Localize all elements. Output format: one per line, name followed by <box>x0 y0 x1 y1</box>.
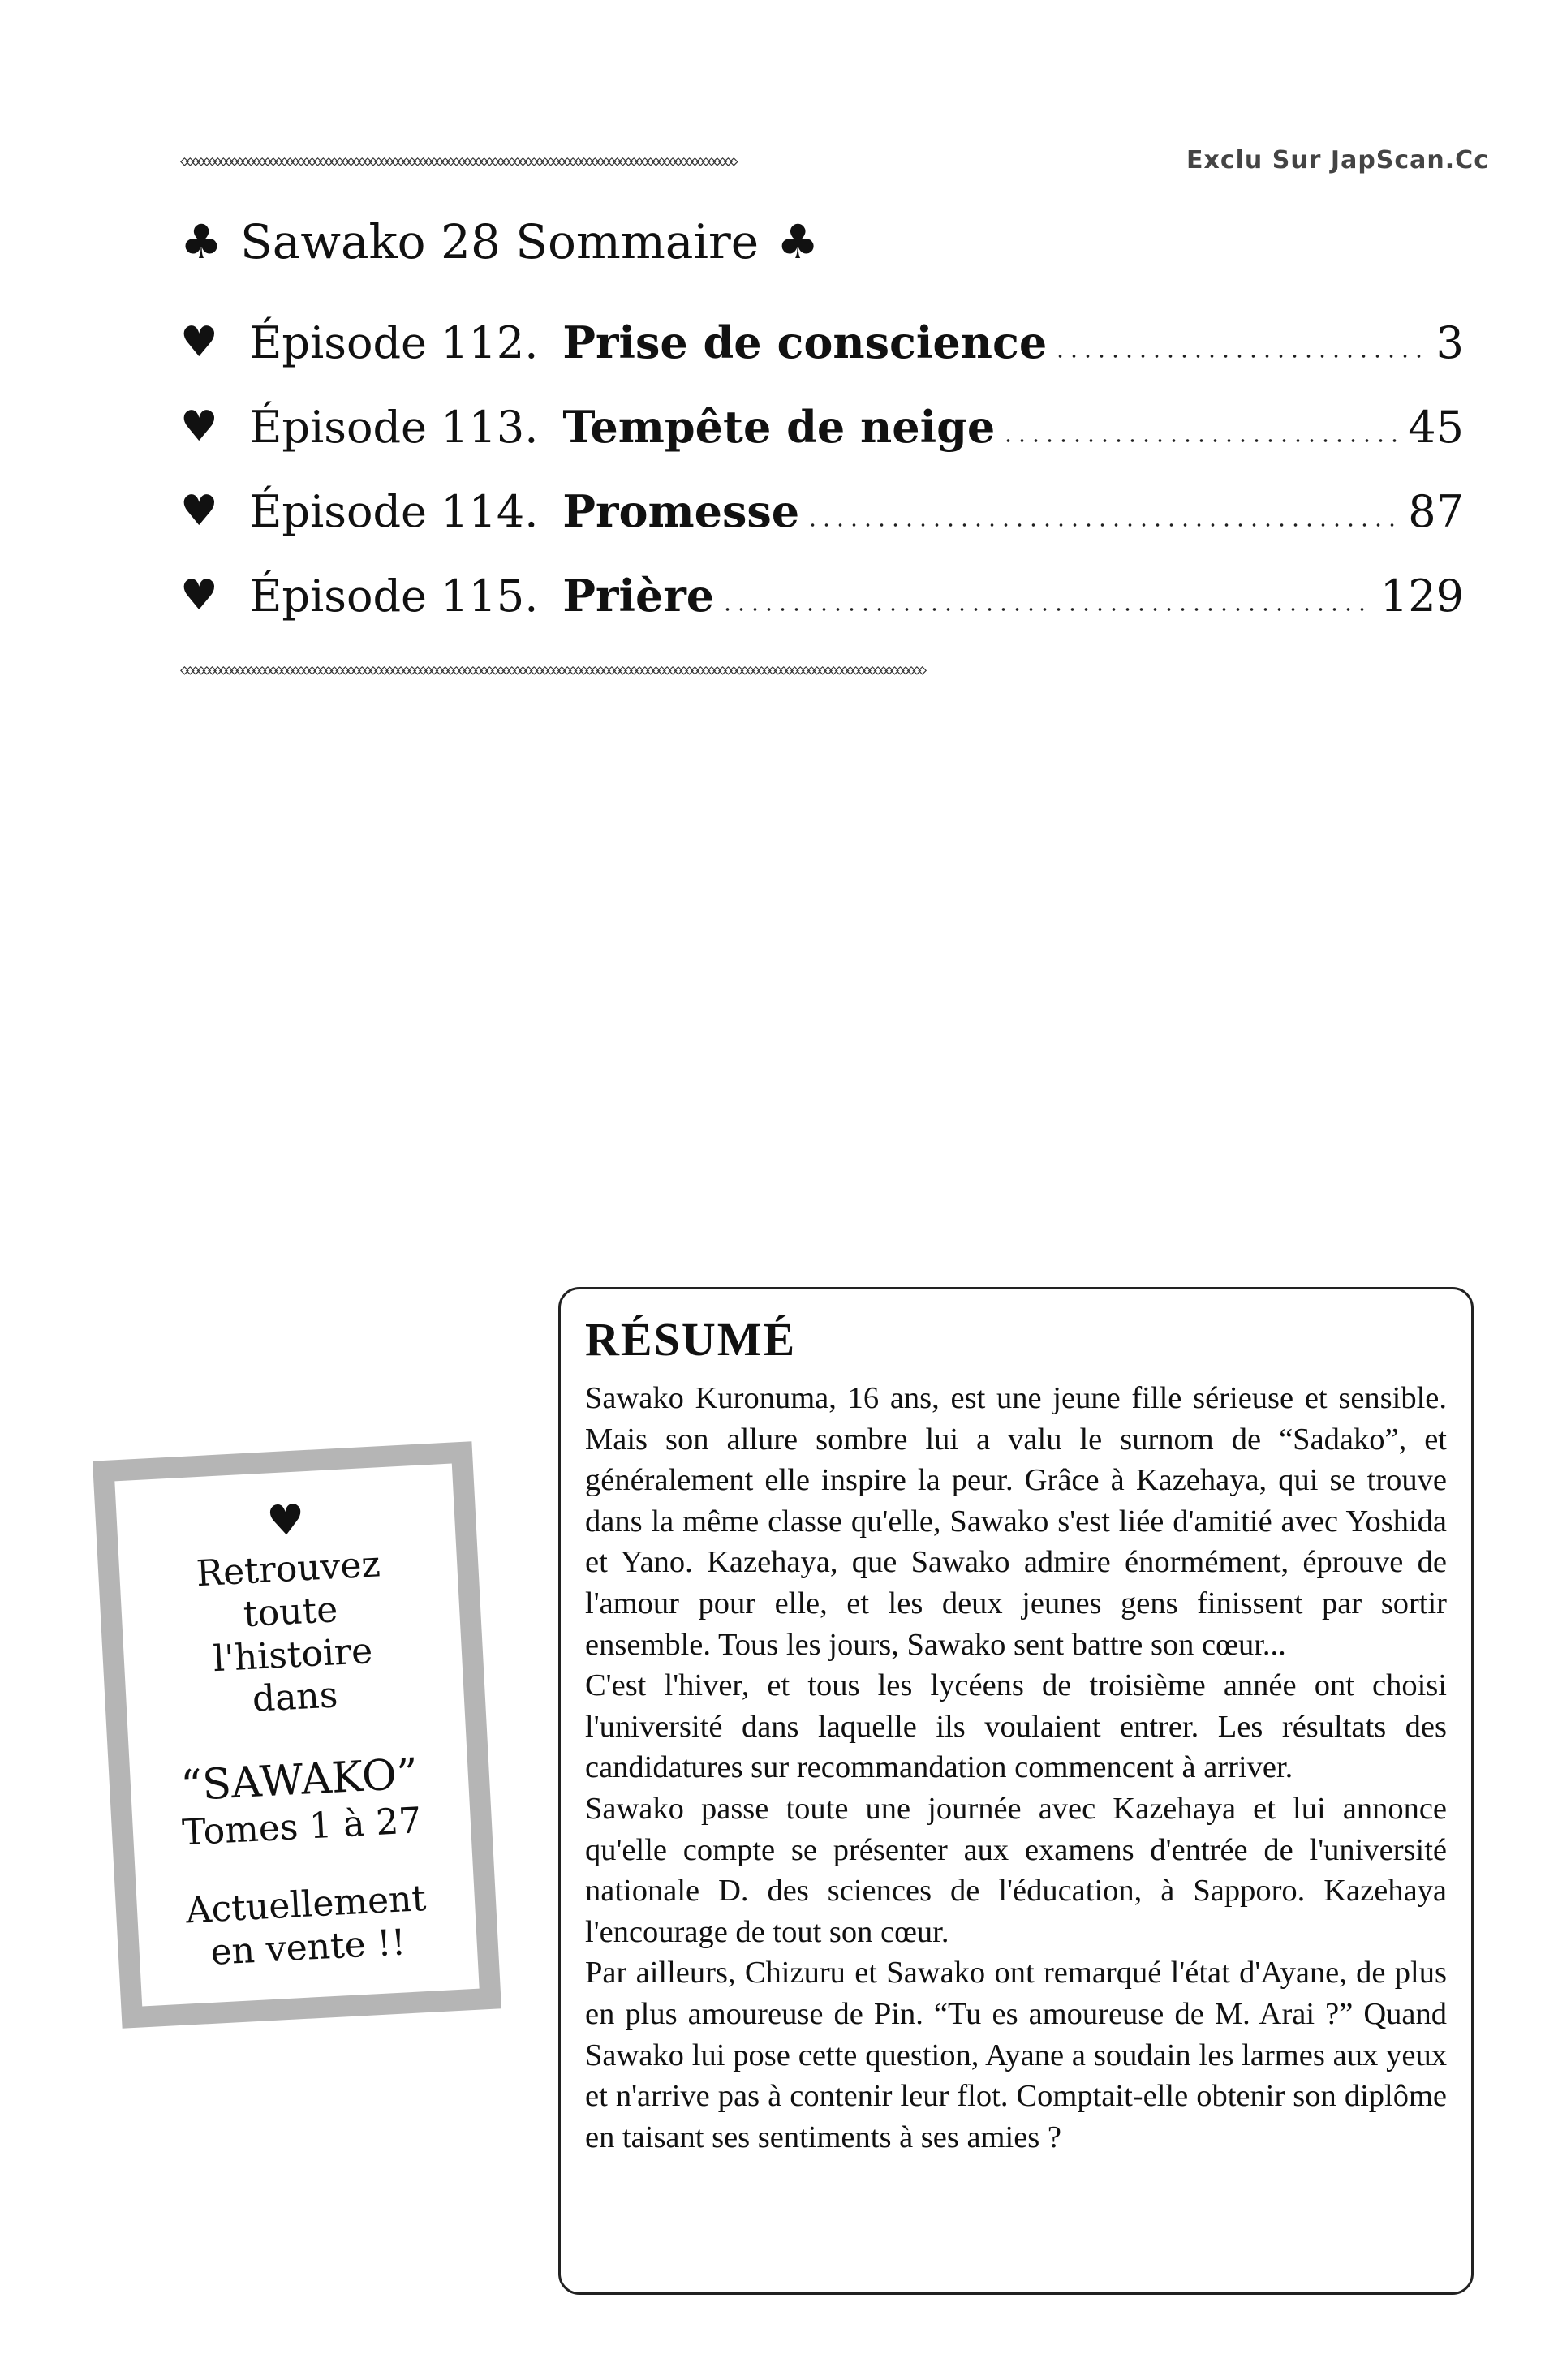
summary-paragraph: Sawako passe toute une journée avec Kazehaya et lui annonce qu'elle compte se présenter aux examens d'entrée de l'université nationale D. des sciences de l'éducation, à Sapporo. Kazehaya l'encourage de tout son cœur. <box>585 1791 1447 1949</box>
promo-volumes: Tomes 1 à 27 <box>181 1799 423 1854</box>
promo-frame <box>93 1441 501 2029</box>
bottom-divider: ◇◇◇◇◇◇◇◇◇◇◇◇◇◇◇◇◇◇◇◇◇◇◇◇◇◇◇◇◇◇◇◇◇◇◇◇◇◇◇◇◇◇◇◇◇◇◇◇◇◇◇◇◇◇◇◇◇◇◇◇◇◇◇◇◇◇◇◇◇◇◇◇◇◇◇◇◇◇◇◇◇◇◇◇◇◇◇◇◇◇◇◇◇◇◇◇◇◇◇◇◇◇◇◇◇◇◇◇◇◇◇◇◇◇◇◇◇◇◇◇◇◇◇◇◇◇◇◇◇◇◇◇◇◇ <box>180 661 924 678</box>
promo-line: l'histoire <box>212 1629 374 1680</box>
summary-box <box>558 1287 1474 2295</box>
promo-line: dans <box>251 1674 339 1721</box>
promo-intro <box>196 1543 389 1724</box>
summary-paragraph: C'est l'hiver, et tous les lycéens de troisième année ont choisi l'université dans laquelle ils voulaient entrer. Les résultats des candidatures sur recommandation commencent à arriver. <box>585 1668 1447 1785</box>
promo-line: Actuellement <box>184 1878 428 1932</box>
toc-title-text: Sawako 28 Sommaire <box>240 214 760 269</box>
toc-episode-name: Prise de conscience <box>562 316 1048 368</box>
toc-list <box>180 300 1464 638</box>
heart-icon: ♥ <box>180 487 218 536</box>
dot-leader <box>721 608 1374 611</box>
summary-body <box>585 1378 1447 2158</box>
toc-episode-name: Tempête de neige <box>562 401 996 453</box>
dot-leader <box>1001 439 1401 442</box>
heart-icon: ♥ <box>180 571 218 620</box>
heart-icon: ♥ <box>180 402 218 451</box>
top-divider: ◇◇◇◇◇◇◇◇◇◇◇◇◇◇◇◇◇◇◇◇◇◇◇◇◇◇◇◇◇◇◇◇◇◇◇◇◇◇◇◇◇◇◇◇◇◇◇◇◇◇◇◇◇◇◇◇◇◇◇◇◇◇◇◇◇◇◇◇◇◇◇◇◇◇◇◇◇◇◇◇◇◇◇◇◇◇◇◇◇◇◇◇◇◇◇◇◇◇◇◇ <box>180 153 735 170</box>
toc-entry <box>180 300 1464 385</box>
watermark: Exclu Sur JapScan.Cc <box>1186 146 1489 174</box>
promo-series-title: “SAWAKO” <box>179 1749 420 1811</box>
toc-page-number: 3 <box>1435 316 1464 368</box>
club-icon: ♣ <box>777 214 820 269</box>
dot-leader <box>806 523 1401 527</box>
toc-page-number: 45 <box>1408 401 1464 453</box>
heart-icon: ♥ <box>180 318 218 367</box>
toc-page-number: 129 <box>1379 570 1464 622</box>
promo-line: toute <box>242 1589 339 1636</box>
toc-page-number: 87 <box>1408 485 1464 537</box>
toc-episode-number: Épisode 112. <box>250 316 539 368</box>
summary-title: RÉSUMÉ <box>585 1313 797 1366</box>
toc-episode-number: Épisode 114. <box>250 485 539 537</box>
toc-entry <box>180 385 1464 469</box>
dot-leader <box>1053 355 1429 358</box>
promo-line: Retrouvez <box>195 1543 381 1595</box>
toc-title <box>180 209 819 274</box>
promo-cta <box>185 1878 430 1976</box>
toc-episode-number: Épisode 113. <box>250 401 539 453</box>
club-icon: ♣ <box>180 214 222 269</box>
toc-entry <box>180 553 1464 638</box>
toc-episode-name: Promesse <box>562 485 800 537</box>
toc-episode-number: Épisode 115. <box>250 570 539 622</box>
promo-series-block <box>179 1749 423 1854</box>
promo-line: en vente !! <box>209 1922 407 1974</box>
promo-content <box>114 1464 479 2007</box>
toc-episode-name: Prière <box>562 570 715 622</box>
toc-entry <box>180 469 1464 553</box>
summary-paragraph: Sawako Kuronuma, 16 ans, est une jeune fille sérieuse et sensible. Mais son allure sombre lui a valu le surnom de “Sadako”, et généralement elle inspire la peur. Grâce à Kazehaya, qui se trouve dans la même classe qu'elle, Sawako s'est liée d'amitié avec Yoshida et Yano. Kazehaya, que Sawako admire énormément, éprouve de l'amour pour elle, et les deux jeunes gens finissent par sortir ensemble. Tous les jours, Sawako sent battre son cœur... <box>585 1381 1447 1662</box>
summary-paragraph: Par ailleurs, Chizuru et Sawako ont remarqué l'état d'Ayane, de plus en plus amoureuse de Pin. “Tu es amoureuse de M. Arai ?” Quand Sawako lui pose cette question, Ayane a soudain les larmes aux yeux et n'arrive pas à contenir leur flot. Comptait-elle obtenir son diplôme en taisant ses sentiments à ses amies ? <box>585 1956 1447 2154</box>
heart-icon: ♥ <box>265 1496 307 1547</box>
